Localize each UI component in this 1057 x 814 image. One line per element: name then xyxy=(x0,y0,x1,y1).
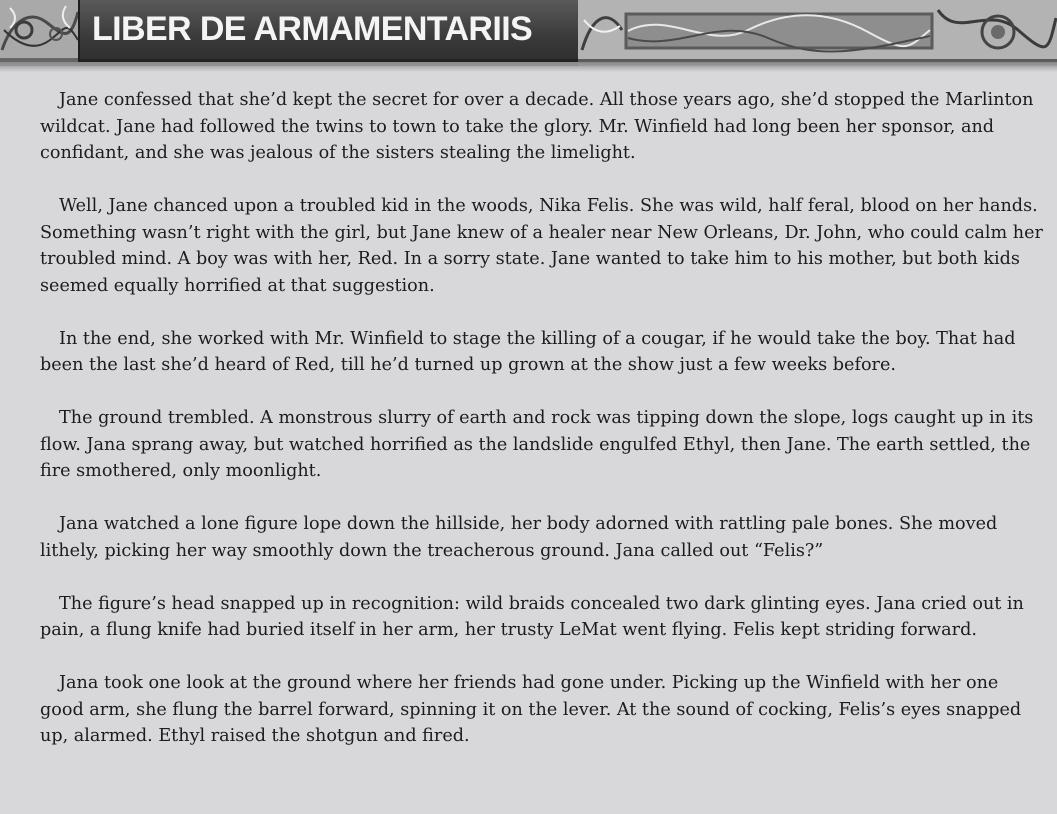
story-text xyxy=(40,87,1045,776)
filigree-ornament-right-icon xyxy=(578,0,1057,66)
paragraph: In the end, she worked with Mr. Winfield to stage the killing of a cougar, if he would take the boy. That had been the last she’d heard of Red, till he’d turned up grown at the show just a few weeks before. xyxy=(40,328,1016,375)
filigree-ornament-left-icon xyxy=(0,0,80,66)
paragraph: The ground trembled. A monstrous slurry of earth and rock was tipping down the slope, logs caught up in its flow. Jana sprang away, but watched horrified as the landslide engulfed Ethyl, then Jane. The earth settled, the fire smothered, only moonlight. xyxy=(40,408,1034,481)
paragraph: The figure’s head snapped up in recognition: wild braids concealed two dark glinting eyes. Jana cried out in pain, a flung knife had buried itself in her arm, her trusty LeMat went flying. Felis kept striding forward. xyxy=(40,593,1024,640)
paragraph: Jana took one look at the ground where her friends had gone under. Picking up the Winfield with her one good arm, she flung the barrel forward, spinning it on the lever. At the sound of cocking, Felis’s eyes snapped up, alarmed. Ethyl raised the shotgun and fired. xyxy=(40,673,1022,746)
paragraph: Jana watched a lone figure lope down the hillside, her body adorned with rattling pale bones. She moved lithely, picking her way smoothly down the treacherous ground. Jana called out “Felis?” xyxy=(40,514,998,561)
title-plate xyxy=(78,0,584,62)
page-title: LIBER DE ARMAMENTARIIS xyxy=(92,10,533,48)
paragraph: Jane confessed that she’d kept the secret for over a decade. All those years ago, she’d stopped the Marlinton wildcat. Jane had followed the twins to town to take the glory. Mr. Winfield had long been her sponsor, and confidant, and she was jealous of the sisters stealing the limelight. xyxy=(40,90,1034,163)
header-shadow xyxy=(0,62,1057,72)
paragraph: Well, Jane chanced upon a troubled kid in the woods, Nika Felis. She was wild, half feral, blood on her hands. Something wasn’t right with the girl, but Jane knew of a healer near New Orleans, Dr. John, who could calm her troubled mind. A boy was with her, Red. In a sorry state. Jane wanted to take him to his mother, but both kids seemed equally horrified at that suggestion. xyxy=(40,196,1043,296)
header-banner xyxy=(0,0,1057,66)
